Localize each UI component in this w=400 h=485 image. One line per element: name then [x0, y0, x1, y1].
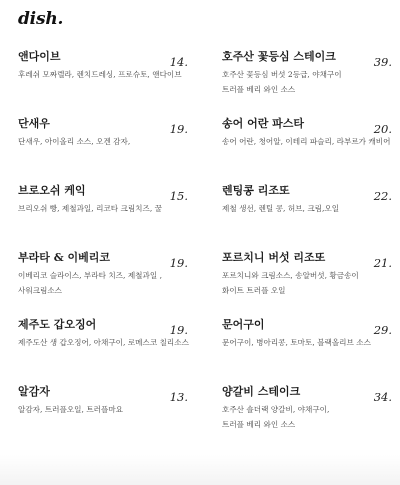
menu-item: [18, 117, 188, 184]
description-line: 이베리코 슬라이스, 부라타 치즈, 제철과일 ,: [18, 271, 163, 280]
item-price: 22.: [373, 189, 392, 203]
menu-item: [18, 184, 188, 251]
item-description: [222, 134, 392, 149]
menu-item: [222, 117, 392, 184]
description-line: 호주산 숄더랙 양갈비, 야채구이,: [222, 405, 330, 414]
restaurant-logo: dish.: [18, 9, 64, 29]
item-description: [18, 335, 188, 350]
menu-item: [222, 318, 392, 385]
item-name: 알감자: [18, 385, 50, 398]
description-line: 제주도산 생 갑오징어, 아채구이, 로메스코 칠리소스: [18, 338, 189, 347]
item-price: 19.: [169, 256, 188, 270]
menu-item: [18, 251, 188, 318]
item-name: 양갈비 스테이크: [222, 385, 301, 398]
item-name: 제주도 갑오징어: [18, 318, 97, 331]
description-line: 단새우, 아이올리 소스, 오겐 감자,: [18, 137, 131, 146]
item-name: 포르치니 버섯 리조또: [222, 251, 326, 264]
item-name: 브로오쉬 케익: [18, 184, 86, 197]
menu-item: [222, 385, 392, 452]
item-price: 39.: [373, 55, 392, 69]
item-description: [18, 134, 188, 149]
item-price: 29.: [373, 323, 392, 337]
description-line: 호주산 꽃등심 버섯 2등급, 야채구이: [222, 70, 342, 79]
description-line: 트러플 베리 와인 소스: [222, 85, 296, 94]
item-name: 단새우: [18, 117, 50, 130]
bottom-fade: [0, 455, 400, 485]
item-price: 14.: [169, 55, 188, 69]
item-name: 문어구이: [222, 318, 265, 331]
menu-column-left: [18, 50, 188, 452]
item-description: [18, 268, 188, 298]
item-name: 호주산 꽃등심 스테이크: [222, 50, 336, 63]
item-description: [18, 201, 188, 216]
menu-item: [18, 385, 188, 452]
menu-item: [222, 50, 392, 117]
description-line: 사워크림소스: [18, 286, 63, 295]
item-description: [18, 402, 188, 417]
description-line: 화이트 트러플 오일: [222, 286, 286, 295]
item-price: 19.: [169, 122, 188, 136]
item-name: 앤다이브: [18, 50, 61, 63]
menu-item: [18, 318, 188, 385]
item-name: 부라타 & 이베리코: [18, 251, 110, 264]
item-description: [222, 402, 392, 432]
item-description: [222, 67, 392, 97]
item-price: 19.: [169, 323, 188, 337]
item-price: 13.: [169, 390, 188, 404]
item-description: [222, 201, 392, 216]
description-line: 포르치니와 크림소스, 송알버섯, 황금송이: [222, 271, 359, 280]
description-line: 알감자, 트러플오일, 트러플마요: [18, 405, 124, 414]
description-line: 문어구이, 병아리콩, 토마토, 블랙올리브 소스: [222, 338, 371, 347]
menu-item: [222, 184, 392, 251]
menu-column-right: [222, 50, 392, 452]
description-line: 후레쉬 모짜렐라, 렌치드레싱, 프로슈토, 앤다이브: [18, 70, 182, 79]
description-line: 제철 생선, 렌틸 콩, 허브, 크림,오일: [222, 204, 340, 213]
item-price: 15.: [169, 189, 188, 203]
item-price: 20.: [373, 122, 392, 136]
item-description: [222, 335, 392, 350]
item-name: 렌팅콩 리조또: [222, 184, 290, 197]
item-name: 송어 어란 파스타: [222, 117, 305, 130]
description-line: 송어 어란, 청어알, 이테리 파슬리, 라부르가 캐비어: [222, 137, 391, 146]
item-price: 34.: [373, 390, 392, 404]
menu-item: [222, 251, 392, 318]
menu-item: [18, 50, 188, 117]
item-price: 21.: [373, 256, 392, 270]
description-line: 트러플 베리 와인 소스: [222, 420, 296, 429]
description-line: 브리오쉬 빵, 제철과일, 리코타 크림치즈, 꿀: [18, 204, 163, 213]
item-description: [222, 268, 392, 298]
item-description: [18, 67, 188, 82]
